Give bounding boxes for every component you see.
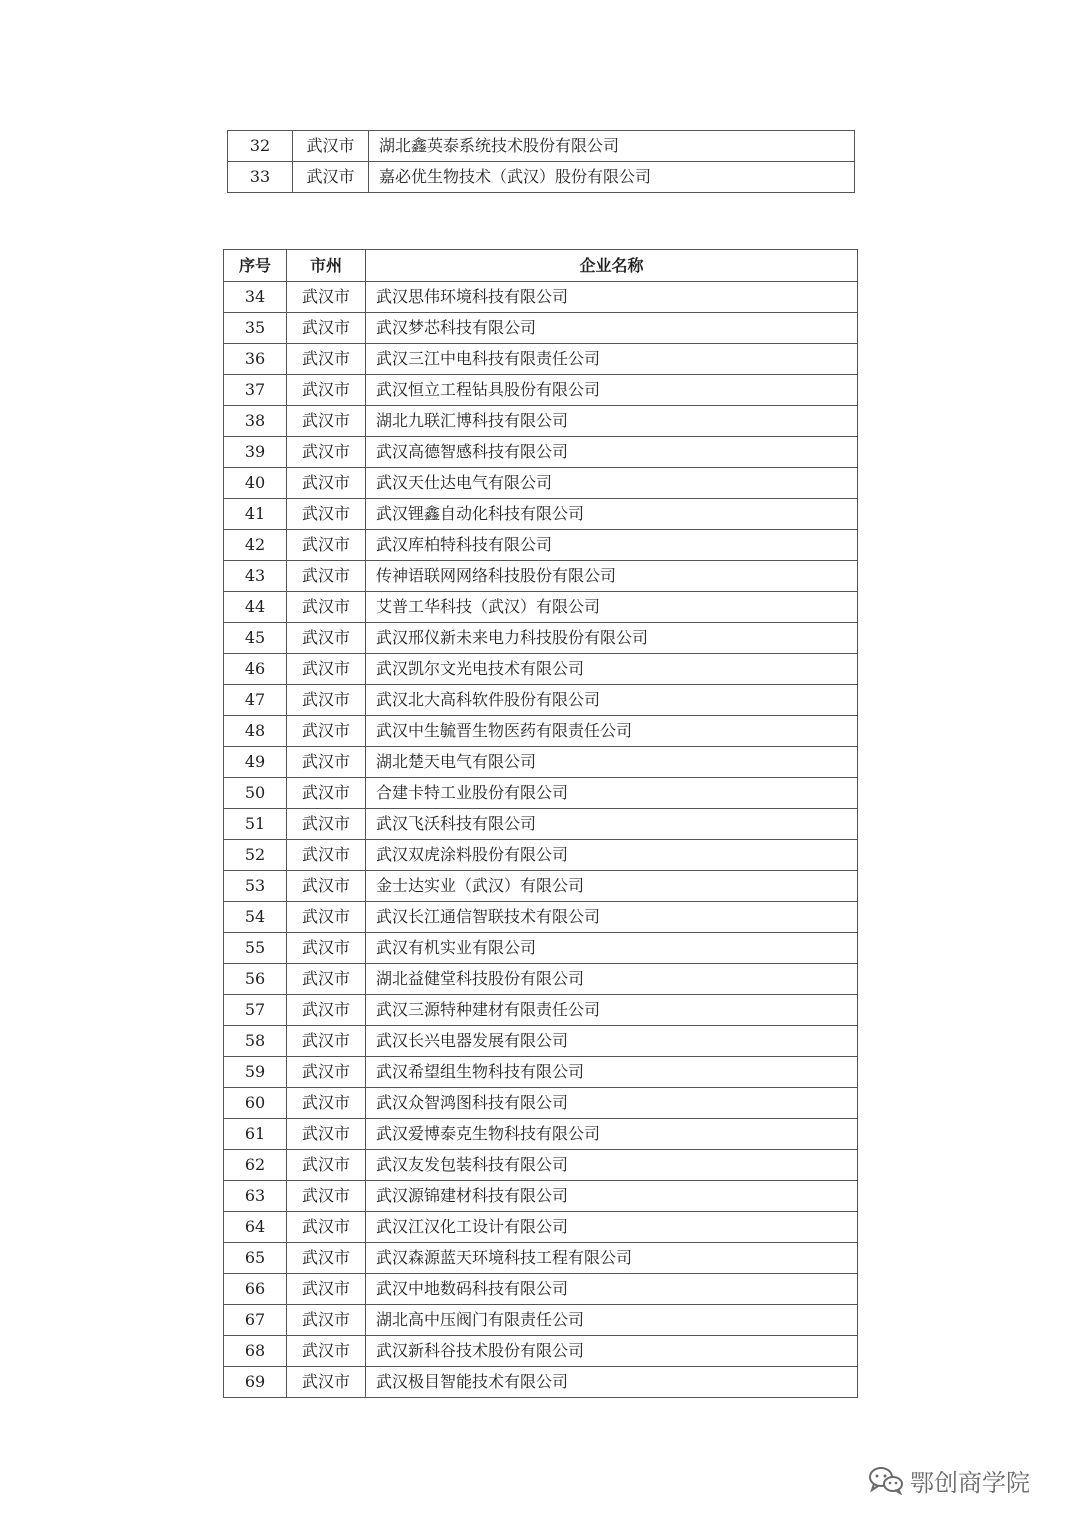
row-number: 58 bbox=[224, 1026, 287, 1057]
row-number: 40 bbox=[224, 468, 287, 499]
table-row bbox=[224, 871, 858, 902]
row-company-name: 武汉三源特种建材有限责任公司 bbox=[366, 995, 858, 1026]
row-company-name: 武汉源锦建材科技有限公司 bbox=[366, 1181, 858, 1212]
row-city: 武汉市 bbox=[287, 561, 366, 592]
row-number: 42 bbox=[224, 530, 287, 561]
row-company-name: 武汉高德智感科技有限公司 bbox=[366, 437, 858, 468]
row-number: 41 bbox=[224, 499, 287, 530]
table-row bbox=[224, 282, 858, 313]
row-number: 65 bbox=[224, 1243, 287, 1274]
row-city: 武汉市 bbox=[287, 809, 366, 840]
row-city: 武汉市 bbox=[287, 344, 366, 375]
row-number: 50 bbox=[224, 778, 287, 809]
row-city: 武汉市 bbox=[293, 131, 369, 162]
row-number: 45 bbox=[224, 623, 287, 654]
row-city: 武汉市 bbox=[287, 406, 366, 437]
row-company-name: 武汉邢仪新未来电力科技股份有限公司 bbox=[366, 623, 858, 654]
row-company-name: 武汉北大高科软件股份有限公司 bbox=[366, 685, 858, 716]
table-row bbox=[224, 468, 858, 499]
watermark bbox=[868, 1462, 1030, 1498]
table-row bbox=[224, 778, 858, 809]
row-city: 武汉市 bbox=[287, 716, 366, 747]
table-row bbox=[224, 1305, 858, 1336]
row-city: 武汉市 bbox=[287, 871, 366, 902]
row-city: 武汉市 bbox=[287, 499, 366, 530]
row-city: 武汉市 bbox=[287, 1274, 366, 1305]
table-row bbox=[224, 344, 858, 375]
row-company-name: 武汉新科谷技术股份有限公司 bbox=[366, 1336, 858, 1367]
row-number: 61 bbox=[224, 1119, 287, 1150]
table-row bbox=[228, 162, 855, 193]
row-city: 武汉市 bbox=[287, 964, 366, 995]
table-row bbox=[224, 1119, 858, 1150]
row-number: 46 bbox=[224, 654, 287, 685]
row-company-name: 武汉锂鑫自动化科技有限公司 bbox=[366, 499, 858, 530]
table-row bbox=[224, 1026, 858, 1057]
row-company-name: 武汉飞沃科技有限公司 bbox=[366, 809, 858, 840]
row-company-name: 金士达实业（武汉）有限公司 bbox=[366, 871, 858, 902]
row-company-name: 武汉极目智能技术有限公司 bbox=[366, 1367, 858, 1398]
row-company-name: 湖北楚天电气有限公司 bbox=[366, 747, 858, 778]
row-number: 63 bbox=[224, 1181, 287, 1212]
table-row bbox=[224, 1212, 858, 1243]
row-number: 53 bbox=[224, 871, 287, 902]
row-number: 44 bbox=[224, 592, 287, 623]
table-row bbox=[224, 1088, 858, 1119]
row-city: 武汉市 bbox=[287, 747, 366, 778]
row-number: 66 bbox=[224, 1274, 287, 1305]
table-row bbox=[224, 530, 858, 561]
row-city: 武汉市 bbox=[287, 654, 366, 685]
row-number: 32 bbox=[228, 131, 293, 162]
row-company-name: 武汉有机实业有限公司 bbox=[366, 933, 858, 964]
table-row bbox=[224, 685, 858, 716]
table-row bbox=[224, 313, 858, 344]
row-company-name: 武汉天仕达电气有限公司 bbox=[366, 468, 858, 499]
table-row bbox=[224, 592, 858, 623]
table-row bbox=[224, 437, 858, 468]
row-city: 武汉市 bbox=[287, 1367, 366, 1398]
row-city: 武汉市 bbox=[287, 995, 366, 1026]
table-row bbox=[224, 716, 858, 747]
row-city: 武汉市 bbox=[287, 1305, 366, 1336]
table-row bbox=[224, 1336, 858, 1367]
row-company-name: 武汉双虎涂料股份有限公司 bbox=[366, 840, 858, 871]
table-row bbox=[224, 995, 858, 1026]
row-company-name: 武汉思伟环境科技有限公司 bbox=[366, 282, 858, 313]
row-number: 36 bbox=[224, 344, 287, 375]
row-company-name: 武汉中生毓晋生物医药有限责任公司 bbox=[366, 716, 858, 747]
table-row bbox=[224, 561, 858, 592]
row-number: 49 bbox=[224, 747, 287, 778]
row-city: 武汉市 bbox=[287, 1243, 366, 1274]
table-row bbox=[224, 1057, 858, 1088]
row-number: 59 bbox=[224, 1057, 287, 1088]
table-row bbox=[224, 809, 858, 840]
row-city: 武汉市 bbox=[287, 313, 366, 344]
row-city: 武汉市 bbox=[287, 1026, 366, 1057]
header-no: 序号 bbox=[224, 250, 287, 282]
row-company-name: 武汉长兴电器发展有限公司 bbox=[366, 1026, 858, 1057]
row-company-name: 武汉中地数码科技有限公司 bbox=[366, 1274, 858, 1305]
row-city: 武汉市 bbox=[287, 685, 366, 716]
row-number: 57 bbox=[224, 995, 287, 1026]
row-number: 37 bbox=[224, 375, 287, 406]
row-city: 武汉市 bbox=[287, 840, 366, 871]
row-number: 60 bbox=[224, 1088, 287, 1119]
row-company-name: 合建卡特工业股份有限公司 bbox=[366, 778, 858, 809]
row-city: 武汉市 bbox=[287, 623, 366, 654]
row-number: 38 bbox=[224, 406, 287, 437]
table-row bbox=[228, 131, 855, 162]
row-number: 34 bbox=[224, 282, 287, 313]
row-company-name: 湖北益健堂科技股份有限公司 bbox=[366, 964, 858, 995]
row-company-name: 武汉爱博泰克生物科技有限公司 bbox=[366, 1119, 858, 1150]
row-number: 48 bbox=[224, 716, 287, 747]
table-header bbox=[224, 250, 858, 282]
row-number: 43 bbox=[224, 561, 287, 592]
header-row bbox=[224, 250, 858, 282]
row-city: 武汉市 bbox=[287, 592, 366, 623]
row-city: 武汉市 bbox=[287, 1119, 366, 1150]
row-company-name: 武汉众智鸿图科技有限公司 bbox=[366, 1088, 858, 1119]
row-number: 39 bbox=[224, 437, 287, 468]
row-city: 武汉市 bbox=[287, 468, 366, 499]
row-city: 武汉市 bbox=[287, 1057, 366, 1088]
table-row bbox=[224, 1243, 858, 1274]
row-number: 62 bbox=[224, 1150, 287, 1181]
table-row bbox=[224, 933, 858, 964]
row-number: 33 bbox=[228, 162, 293, 193]
table-row bbox=[224, 654, 858, 685]
row-city: 武汉市 bbox=[287, 1181, 366, 1212]
row-city: 武汉市 bbox=[287, 375, 366, 406]
row-company-name: 武汉凯尔文光电技术有限公司 bbox=[366, 654, 858, 685]
row-company-name: 武汉恒立工程钻具股份有限公司 bbox=[366, 375, 858, 406]
row-city: 武汉市 bbox=[287, 778, 366, 809]
main-table-body bbox=[224, 282, 858, 1398]
table-row bbox=[224, 902, 858, 933]
row-city: 武汉市 bbox=[287, 282, 366, 313]
row-company-name: 湖北九联汇博科技有限公司 bbox=[366, 406, 858, 437]
row-number: 67 bbox=[224, 1305, 287, 1336]
table-row bbox=[224, 406, 858, 437]
row-company-name: 湖北鑫英泰系统技术股份有限公司 bbox=[369, 131, 855, 162]
header-city: 市州 bbox=[287, 250, 366, 282]
top-continuation-table bbox=[227, 130, 855, 193]
row-number: 55 bbox=[224, 933, 287, 964]
row-number: 35 bbox=[224, 313, 287, 344]
row-number: 56 bbox=[224, 964, 287, 995]
row-company-name: 湖北高中压阀门有限责任公司 bbox=[366, 1305, 858, 1336]
row-city: 武汉市 bbox=[287, 1336, 366, 1367]
row-number: 64 bbox=[224, 1212, 287, 1243]
enterprise-list-table bbox=[223, 249, 858, 1398]
header-company-name: 企业名称 bbox=[366, 250, 858, 282]
row-company-name: 武汉江汉化工设计有限公司 bbox=[366, 1212, 858, 1243]
row-company-name: 武汉库柏特科技有限公司 bbox=[366, 530, 858, 561]
row-number: 47 bbox=[224, 685, 287, 716]
row-city: 武汉市 bbox=[287, 1088, 366, 1119]
watermark-text: 鄂创商学院 bbox=[910, 1468, 1030, 1497]
table-row bbox=[224, 964, 858, 995]
table-row bbox=[224, 499, 858, 530]
wechat-icon bbox=[868, 1465, 904, 1495]
table-row bbox=[224, 623, 858, 654]
row-city: 武汉市 bbox=[287, 1212, 366, 1243]
table-row bbox=[224, 1367, 858, 1398]
row-company-name: 武汉友发包装科技有限公司 bbox=[366, 1150, 858, 1181]
row-company-name: 武汉希望组生物科技有限公司 bbox=[366, 1057, 858, 1088]
row-number: 52 bbox=[224, 840, 287, 871]
row-company-name: 武汉森源蓝天环境科技工程有限公司 bbox=[366, 1243, 858, 1274]
row-company-name: 传神语联网网络科技股份有限公司 bbox=[366, 561, 858, 592]
table-row bbox=[224, 747, 858, 778]
row-company-name: 武汉三江中电科技有限责任公司 bbox=[366, 344, 858, 375]
table-row bbox=[224, 1181, 858, 1212]
table-row bbox=[224, 375, 858, 406]
row-number: 68 bbox=[224, 1336, 287, 1367]
row-number: 69 bbox=[224, 1367, 287, 1398]
row-city: 武汉市 bbox=[287, 530, 366, 561]
row-city: 武汉市 bbox=[287, 902, 366, 933]
table-row bbox=[224, 840, 858, 871]
row-city: 武汉市 bbox=[287, 437, 366, 468]
row-company-name: 嘉必优生物技术（武汉）股份有限公司 bbox=[369, 162, 855, 193]
table-row bbox=[224, 1150, 858, 1181]
row-city: 武汉市 bbox=[293, 162, 369, 193]
row-city: 武汉市 bbox=[287, 933, 366, 964]
row-company-name: 艾普工华科技（武汉）有限公司 bbox=[366, 592, 858, 623]
row-number: 54 bbox=[224, 902, 287, 933]
row-number: 51 bbox=[224, 809, 287, 840]
top-table-body bbox=[228, 131, 855, 193]
row-company-name: 武汉梦芯科技有限公司 bbox=[366, 313, 858, 344]
row-city: 武汉市 bbox=[287, 1150, 366, 1181]
table-row bbox=[224, 1274, 858, 1305]
row-company-name: 武汉长江通信智联技术有限公司 bbox=[366, 902, 858, 933]
